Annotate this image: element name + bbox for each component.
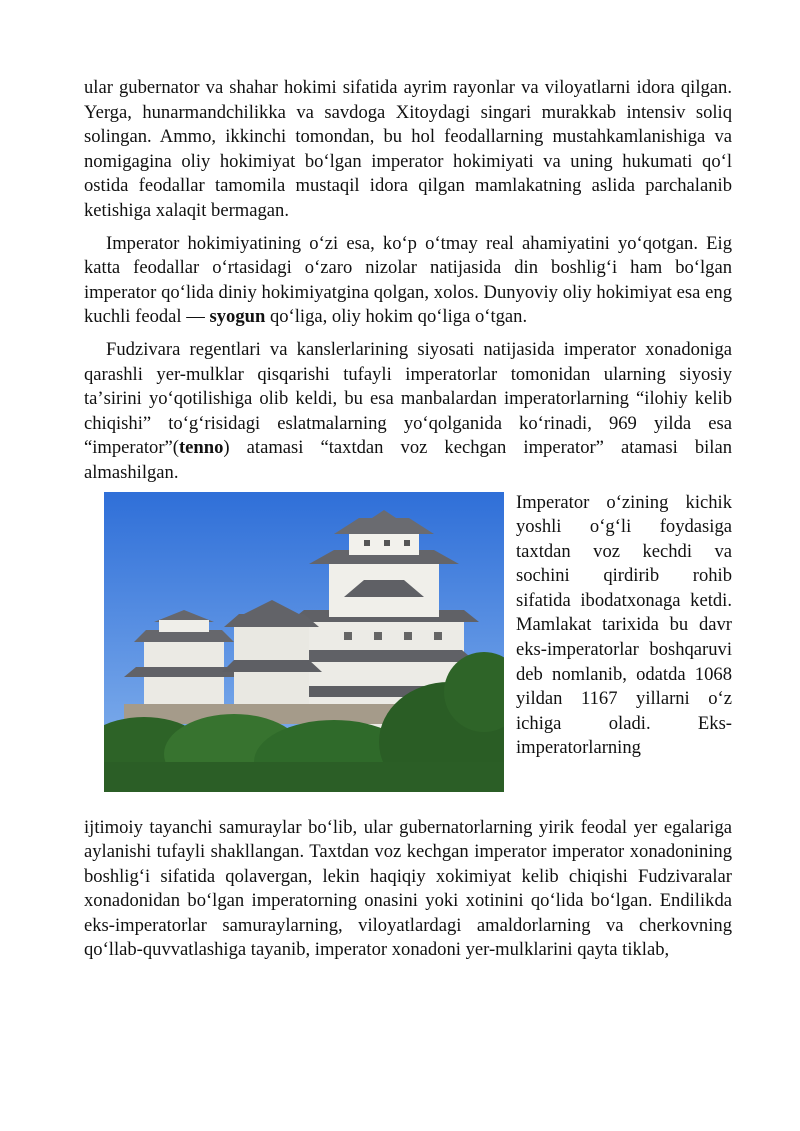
paragraph-2	[84, 232, 732, 330]
paragraph-4-side: Imperator oʻzining kichik yoshli oʻgʻli foydasiga taxtdan voz kechdi va sochini qirdirib rohib sifatida ibodatxonaga ketdi. Mamlakat tarixida bu davr eks-imperatorlar boshqaruvi deb nomlanib, odatda 1068 yildan 1167 yillarni oʻz ichiga oladi. Eks-imperatorlarning	[516, 491, 732, 759]
castle-illustration	[104, 492, 504, 792]
castle-photo	[104, 492, 504, 792]
paragraph-2-part-a: Imperator hokimiyatining oʻzi esa, koʻp oʻtmay real ahamiyatini yoʻqotgan. Eig katta feodallar oʻrtasidagi oʻzaro nizolar natijasida din boshligʻi ham boʻlgan imperator qoʻlida diniy hokimiyatgina qolgan, xolos. Dunyoviy oliy hokimiyat esa eng kuchli feodal —	[84, 232, 732, 328]
paragraph-3	[84, 338, 732, 486]
paragraph-3-part-b: ) atamasi “taxtdan voz kechgan imperator” atamasi bilan almashilgan.	[84, 437, 732, 483]
document-page	[84, 76, 732, 963]
term-tenno: tenno	[178, 437, 224, 459]
paragraph-3-part-a: Fudzivara regentlari va kanslerlarining siyosati natijasida imperator xonadoniga qarashli yer-mulklar qisqarishi tufayli imperatorlar tomonidan ularning siyosiy taʼsirini yoʻqotilishiga olib keldi, bu esa manbalardan imperatorlarning “ilohiy kelib chiqishi” toʻgʻrisidagi eslatmalarning yoʻqolganida koʻrinadi, 969 yilda esa “imperator”(	[84, 338, 732, 459]
paragraph-1: ular gubernator va shahar hokimi sifatida ayrim rayonlar va viloyatlarni idora qilgan. Yerga, hunarmandchilikka va savdoga Xitoydagi singari murakkab intensiv soliq solingan. Ammo, ikkinchi tomondan, bu hol feodallarning mustahkamlanishiga va nomigagina oliy hokimiyat boʻlgan imperator hokimiyati va uning hukumati qoʻl ostida feodallar tamomila mustaqil idora qilgan mamlakatning aslida parchalanib ketishiga xalaqit bermagan.	[84, 77, 732, 221]
side-text-column	[516, 491, 732, 762]
term-syogun: syogun	[209, 306, 266, 328]
paragraph-2-part-b: qoʻliga, oliy hokim qoʻliga oʻtgan.	[265, 306, 528, 328]
paragraph-4-continued: ijtimoiy tayanchi samuraylar boʻlib, ular gubernatorlarning yirik feodal yer egalariga aylanishi tufayli shakllangan. Taxtdan voz kechgan imperator imperator xonadonining boshligʻi sifatida qolavergan, lekin haqiqiy xokimiyat kelib chiqishi Fudzivaralar xonadonidan boʻlgan imperatorning onasini yoki xotinini qoʻlida boʻlgan. Endilikda eks-imperatorlar samuraylarning, viloyatlardagi amaldorlarning va cherkovning qoʻllab-quvvatlashiga tayanib, imperator xonadoni yer-mulklarini qayta tiklab,	[84, 816, 732, 961]
figure-with-text	[84, 492, 732, 816]
